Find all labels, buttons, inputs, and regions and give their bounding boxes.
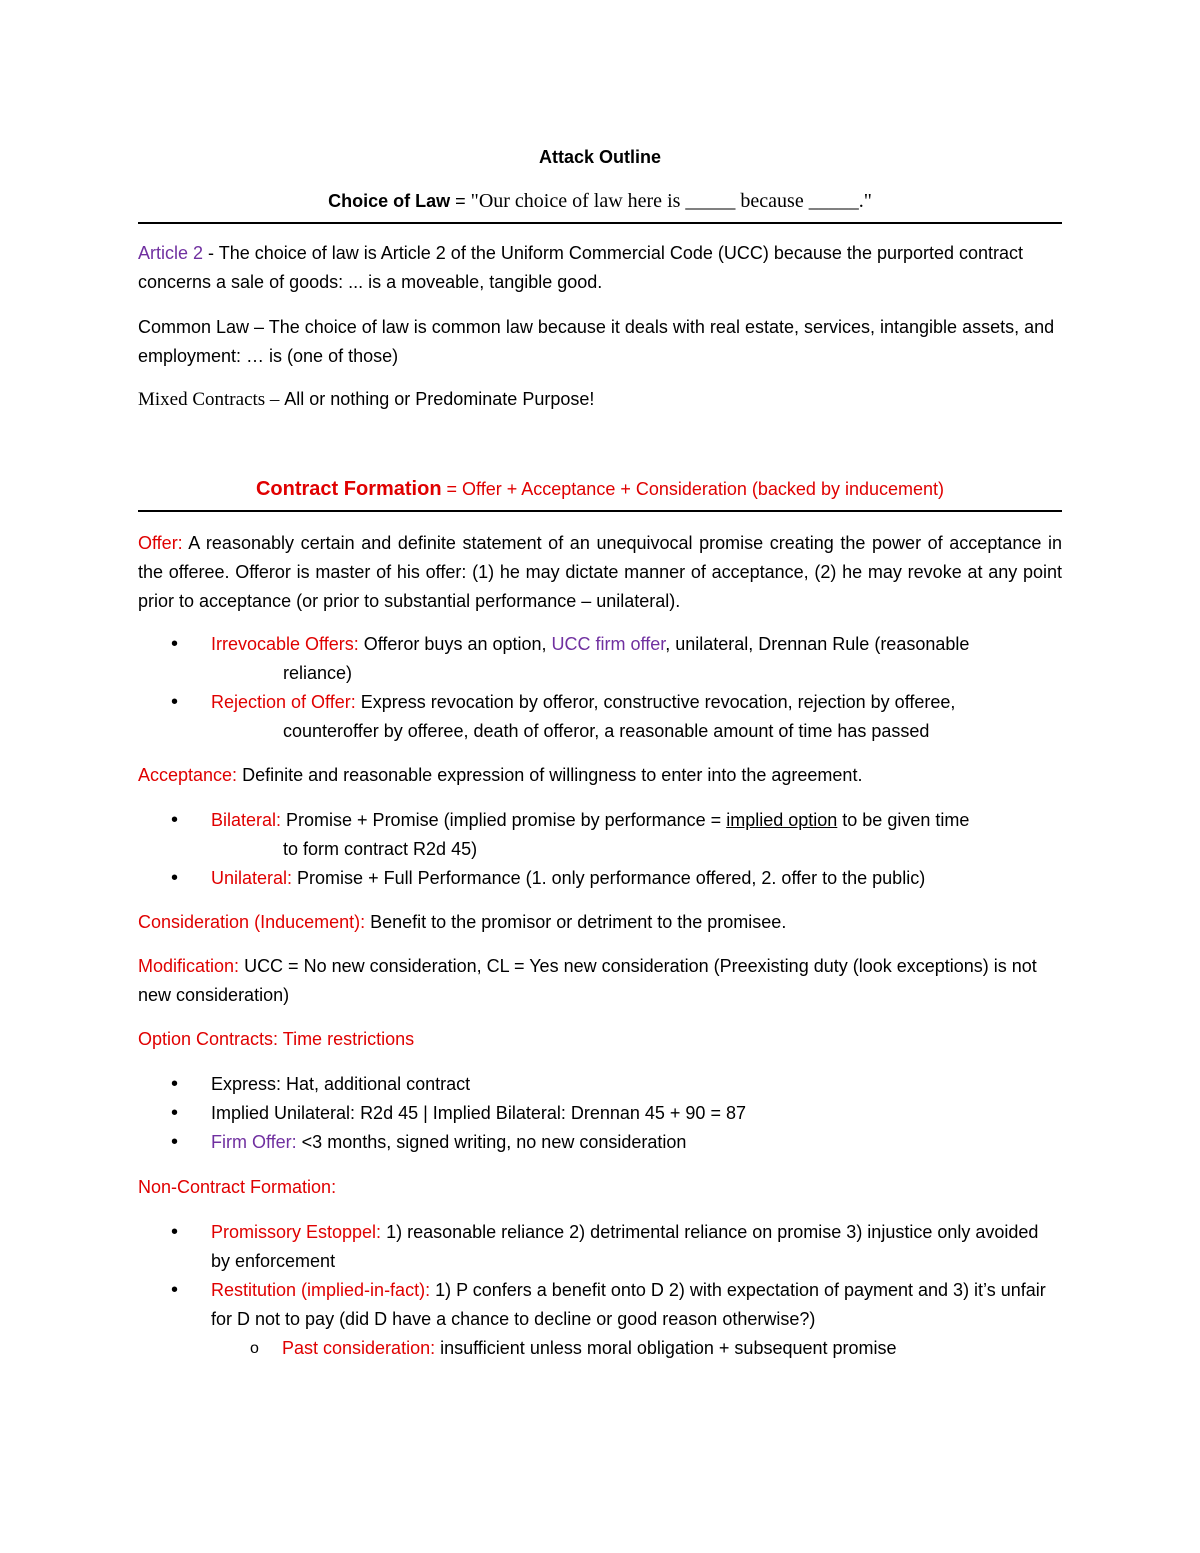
divider-1	[138, 222, 1062, 224]
list-item	[138, 688, 1062, 746]
choice-of-law-formula: "Our choice of law here is _____ because _____."	[470, 190, 872, 212]
article2-text: - The choice of law is Article 2 of the Uniform Commercial Code (UCC) because the purported contract concerns a sale of goods: ... is a moveable, tangible good.	[138, 243, 1024, 292]
non-contract-formation-heading: Non-Contract Formation:	[138, 1177, 337, 1197]
modification-paragraph	[138, 952, 1062, 1010]
item-text: Implied Unilateral: R2d 45 | Implied Bilateral: Drennan 45 + 90 = 87	[211, 1103, 746, 1123]
list-item	[138, 1334, 1062, 1363]
item-continuation: to form contract R2d 45)	[283, 839, 478, 859]
item-text: Offeror buys an option,	[358, 634, 552, 654]
item-text: Express: Hat, additional contract	[211, 1074, 471, 1094]
list-item	[138, 630, 1062, 688]
consideration-label: Consideration (Inducement):	[138, 912, 366, 932]
irrevocable-offers-label: Irrevocable Offers:	[211, 634, 359, 654]
choice-of-law-label: Choice of Law	[328, 191, 451, 211]
item-text: Promise + Full Performance (1. only performance offered, 2. offer to the public)	[292, 868, 926, 888]
unilateral-label: Unilateral:	[211, 868, 293, 888]
restitution-sublist	[138, 1334, 1062, 1363]
acceptance-list	[138, 806, 1062, 893]
acceptance-text: Definite and reasonable expression of willingness to enter into the agreement.	[237, 765, 863, 785]
consideration-paragraph	[138, 908, 1062, 937]
item-text: <3 months, signed writing, no new consideration	[296, 1132, 687, 1152]
offer-label: Offer:	[138, 533, 183, 553]
option-contracts-heading: Option Contracts: Time restrictions	[138, 1029, 415, 1049]
ucc-firm-offer-term: UCC firm offer	[551, 634, 666, 654]
modification-label: Modification:	[138, 956, 240, 976]
mixed-label: Mixed Contracts –	[138, 389, 285, 410]
restitution-label: Restitution (implied-in-fact):	[211, 1280, 431, 1300]
item-continuation: reliance)	[283, 663, 353, 683]
formation-text: = Offer + Acceptance + Consideration (backed by inducement)	[441, 479, 945, 499]
page-title: Attack Outline	[538, 147, 662, 167]
article2-label: Article 2	[138, 243, 204, 263]
item-text: Promise + Promise (implied promise by performance =	[281, 810, 727, 830]
acceptance-label: Acceptance:	[138, 765, 238, 785]
item-continuation: counteroffer by offeree, death of offeror, a reasonable amount of time has passed	[283, 721, 930, 741]
divider-2	[138, 510, 1062, 512]
mixed-text: All or nothing or Predominate Purpose!	[284, 389, 595, 409]
list-item	[138, 1218, 1062, 1276]
list-item	[138, 1276, 1062, 1363]
list-item	[138, 1128, 1062, 1157]
common-law-paragraph: Common Law – The choice of law is common law because it deals with real estate, services, intangible assets, and employment: … is (one of those)	[138, 317, 1055, 366]
consideration-text: Benefit to the promisor or detriment to the promisee.	[365, 912, 787, 932]
rejection-of-offer-label: Rejection of Offer:	[211, 692, 356, 712]
item-text: 1) reasonable reliance 2) detrimental reliance on promise 3) injustice only avoided by enforcement	[211, 1222, 1039, 1271]
bilateral-label: Bilateral:	[211, 810, 282, 830]
item-text: to be given time	[837, 810, 970, 830]
option-list	[138, 1070, 1062, 1157]
past-consideration-label: Past consideration:	[282, 1338, 436, 1358]
modification-text: UCC = No new consideration, CL = Yes new consideration (Preexisting duty (look exceptions) is not new consideration)	[138, 956, 1037, 1005]
implied-option-term: implied option	[726, 810, 838, 830]
non-contract-list	[138, 1218, 1062, 1363]
list-item	[138, 864, 1062, 893]
acceptance-paragraph	[138, 761, 1062, 790]
formation-label: Contract Formation	[255, 478, 442, 500]
choice-of-law-line	[138, 189, 1062, 213]
list-item	[138, 806, 1062, 864]
item-text: insufficient unless moral obligation + subsequent promise	[435, 1338, 897, 1358]
offer-list	[138, 630, 1062, 746]
list-item	[138, 1070, 1062, 1099]
list-item	[138, 1099, 1062, 1128]
firm-offer-label: Firm Offer:	[211, 1132, 297, 1152]
item-text: , unilateral, Drennan Rule (reasonable	[665, 634, 970, 654]
promissory-estoppel-label: Promissory Estoppel:	[211, 1222, 382, 1242]
contract-formation-heading	[138, 475, 1062, 503]
equals-sign: =	[450, 191, 471, 211]
mixed-contracts-paragraph	[138, 385, 1062, 414]
item-text: 1) P confers a benefit onto D 2) with expectation of payment and 3) it’s unfair for D not to pay (did D have a chance to decline or good reason otherwise?)	[211, 1280, 1046, 1329]
article2-paragraph	[138, 239, 1062, 297]
offer-paragraph	[138, 529, 1062, 616]
offer-text: A reasonably certain and definite statement of an unequivocal promise creating the power of acceptance in the offeree. Offeror is master of his offer: (1) he may dictate manner of acceptance, (2) he may revoke at any point prior to acceptance (or prior to substantial performance – unilateral).	[138, 533, 1062, 611]
item-text: Express revocation by offeror, constructive revocation, rejection by offeree,	[355, 692, 956, 712]
